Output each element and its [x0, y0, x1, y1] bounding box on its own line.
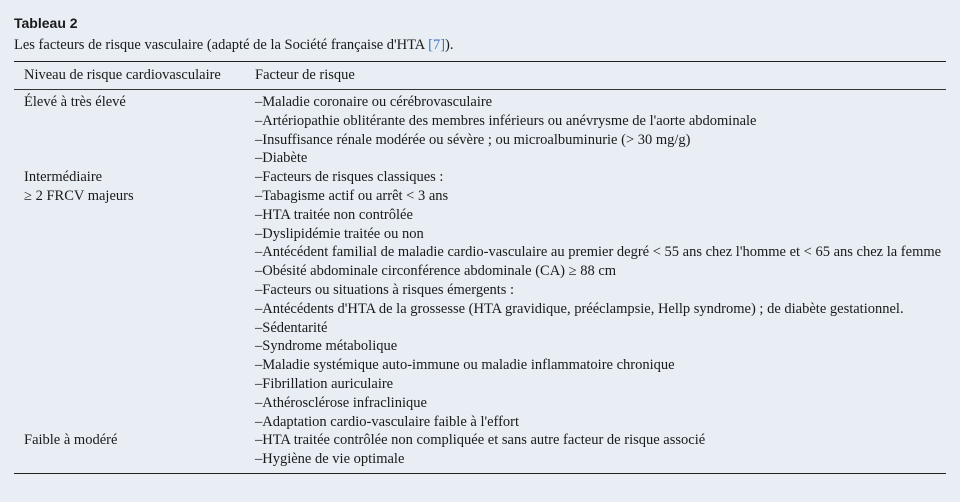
- risk-factor-item: –Fibrillation auriculaire: [255, 375, 394, 392]
- risk-factor-item: –Obésité abdominale circonférence abdominale (CA) ≥ 88 cm: [255, 263, 617, 280]
- risk-factor-item: –Facteurs de risques classiques :: [255, 169, 444, 186]
- risk-factor-cell: [255, 93, 946, 168]
- table-row: [14, 168, 946, 431]
- risk-factor-item: –HTA traitée contrôlée non compliquée et sans autre facteur de risque associé: [255, 432, 706, 449]
- risk-factor-item: –Antécédents d'HTA de la grossesse (HTA gravidique, prééclampsie, Hellp syndrome) ; de diabète gestationnel.: [255, 300, 904, 317]
- header-factor: Facteur de risque: [255, 67, 355, 83]
- table-row: [14, 431, 946, 469]
- risk-level-text: ≥ 2 FRCV majeurs: [24, 187, 134, 204]
- risk-factor-item: –Dyslipidémie traitée ou non: [255, 225, 424, 242]
- table-row: [14, 93, 946, 168]
- risk-factor-item: –Maladie systémique auto-immune ou maladie inflammatoire chronique: [255, 357, 675, 374]
- risk-factor-item: –Diabète: [255, 150, 308, 167]
- risk-factor-item: –Insuffisance rénale modérée ou sévère ; ou microalbuminurie (> 30 mg/g): [255, 131, 691, 148]
- risk-factor-item: –Artériopathie oblitérante des membres inférieurs ou anévrysme de l'aorte abdominale: [255, 112, 757, 129]
- risk-factor-item: –Syndrome métabolique: [255, 338, 398, 355]
- risk-factor-item: –Facteurs ou situations à risques émergents :: [255, 281, 515, 298]
- risk-factor-item: –HTA traitée non contrôlée: [255, 206, 413, 223]
- risk-factor-item: –Athérosclérose infraclinique: [255, 394, 427, 411]
- table-caption: [14, 35, 946, 55]
- risk-level-cell: [14, 431, 255, 469]
- risk-level-text: Intermédiaire: [24, 169, 103, 186]
- risk-factor-item: –Maladie coronaire ou cérébrovasculaire: [255, 94, 493, 110]
- risk-factor-cell: [255, 168, 946, 431]
- table-header-row: [14, 62, 946, 89]
- caption-reference-link[interactable]: [7]: [428, 37, 446, 53]
- risk-factor-item: –Hygiène de vie optimale: [255, 451, 405, 468]
- risk-factor-item: –Tabagisme actif ou arrêt < 3 ans: [255, 187, 449, 204]
- risk-factor-item: –Sédentarité: [255, 319, 328, 336]
- header-level: Niveau de risque cardiovasculaire: [24, 67, 221, 83]
- risk-level-cell: [14, 93, 255, 168]
- table-title: Tableau 2: [14, 15, 78, 31]
- risk-level-text: Faible à modéré: [24, 432, 118, 449]
- risk-factor-cell: [255, 431, 946, 469]
- bottom-rule: [14, 473, 946, 474]
- table-body: [14, 90, 946, 469]
- risk-level-text: Élevé à très élevé: [24, 94, 126, 110]
- table-document: [14, 14, 946, 474]
- caption-end: ).: [445, 37, 454, 53]
- risk-factor-item: –Adaptation cardio-vasculaire faible à l'effort: [255, 413, 520, 430]
- caption-text: Les facteurs de risque vasculaire (adapté de la Société française d'HTA: [14, 37, 429, 53]
- risk-level-cell: [14, 168, 255, 431]
- risk-factor-item: –Antécédent familial de maladie cardio-vasculaire au premier degré < 55 ans chez l'homme et < 65 ans chez la femme: [255, 244, 942, 261]
